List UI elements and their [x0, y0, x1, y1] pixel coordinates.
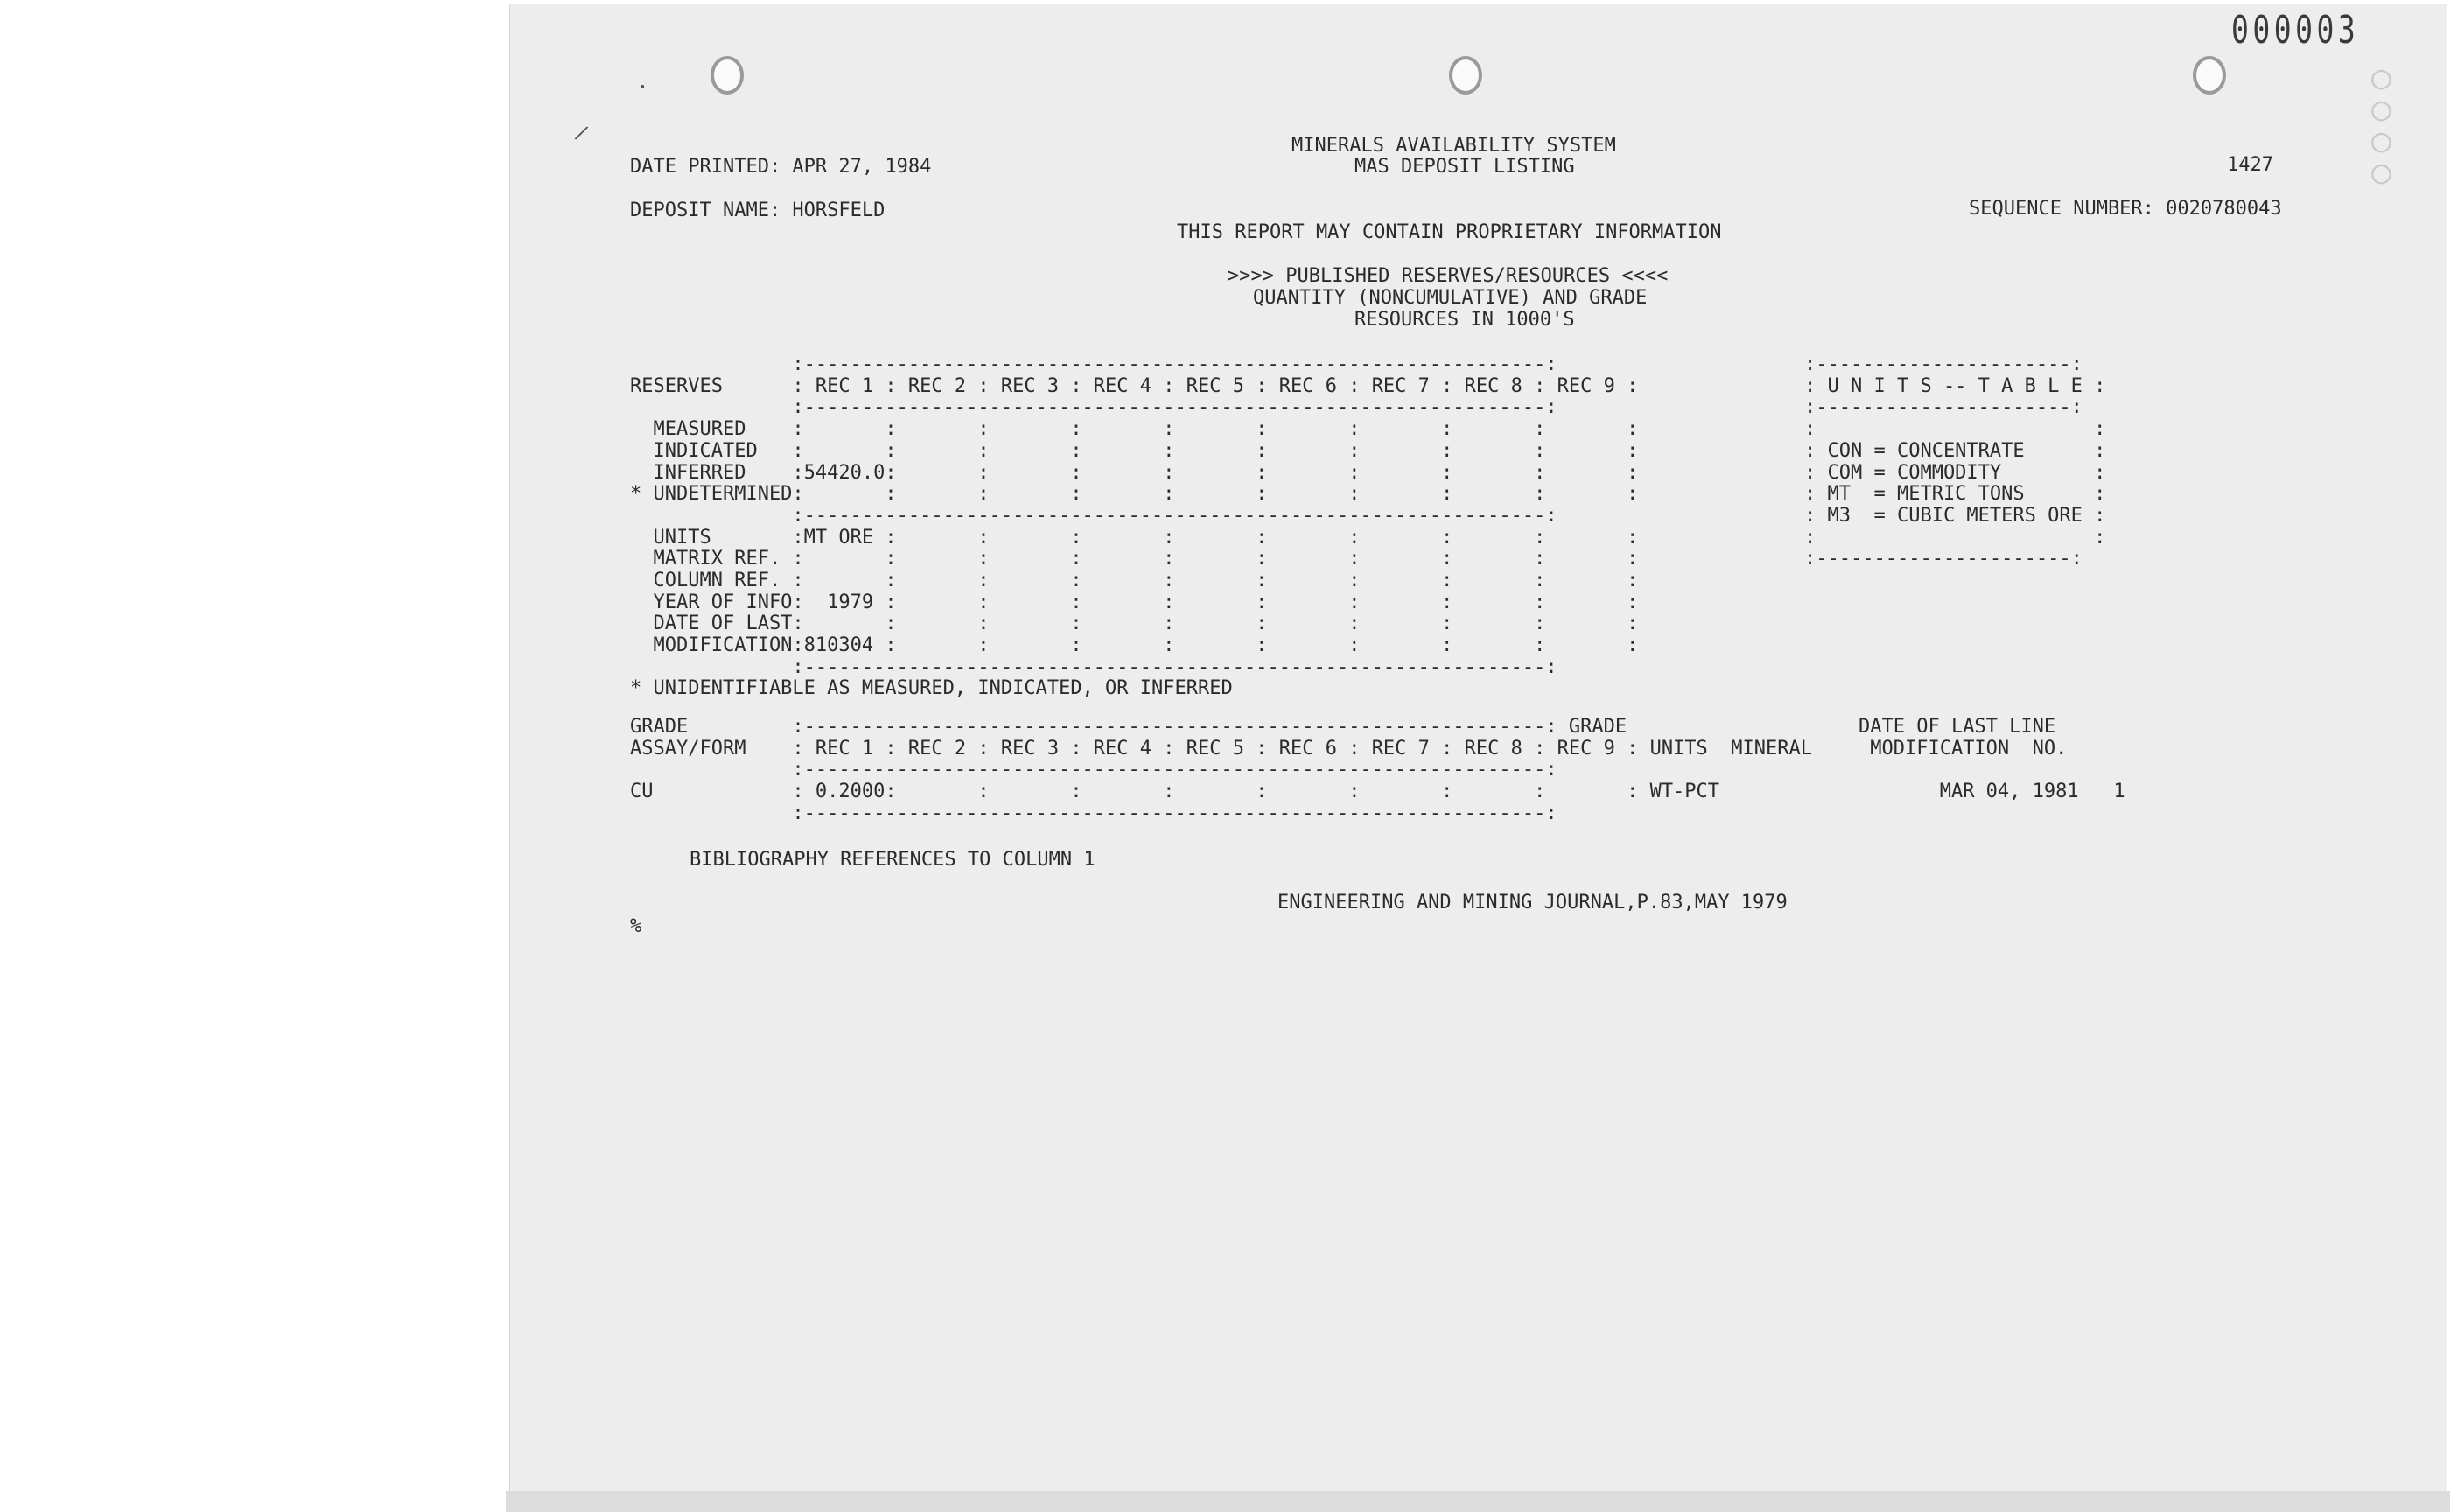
reserves-row: RESERVES : REC 1 : REC 2 : REC 3 : REC 4 : REC 5 : REC 6 : REC 7 : REC 8 : REC 9 : [630, 374, 1639, 397]
reserves-row: DATE OF LAST: : : : : : : : : : [630, 612, 1639, 635]
reserves-row: :----------------------------------------------------------------: [630, 354, 1558, 375]
bibliography-heading: BIBLIOGRAPHY REFERENCES TO COLUMN 1 [690, 849, 1096, 871]
quantity-heading: QUANTITY (NONCUMULATIVE) AND GRADE [1253, 287, 1648, 309]
reserves-row: :----------------------------------------------------------------: [630, 655, 1558, 678]
page-number: 1427 [2227, 154, 2273, 176]
paper-shadow [506, 1491, 2450, 1512]
reserves-row: MEASURED : : : : : : : : : : [630, 418, 1639, 441]
proprietary-notice: THIS REPORT MAY CONTAIN PROPRIETARY INFORMATION [1177, 221, 1722, 243]
reserves-row: INDICATED : : : : : : : : : : [630, 439, 1639, 462]
published-heading: >>>> PUBLISHED RESERVES/RESOURCES <<<< [1228, 265, 1669, 287]
units-row: : COM = COMMODITY : [1804, 461, 2106, 484]
reserves-row: INFERRED :54420.0: : : : : : : : : [630, 461, 1639, 484]
units-row: : M3 = CUBIC METERS ORE : [1804, 504, 2106, 527]
reserves-row: :----------------------------------------------------------------: [630, 396, 1558, 419]
grade-row: :----------------------------------------------------------------: [630, 759, 1558, 781]
units-row: : : [1804, 526, 2106, 549]
sequence-number: SEQUENCE NUMBER: 0020780043 [1969, 198, 2282, 220]
listing-title: MAS DEPOSIT LISTING [1354, 156, 1575, 178]
units-row: :----------------------: [1804, 548, 2082, 570]
reserves-row: MODIFICATION:810304 : : : : : : : : : [630, 634, 1639, 657]
reserves-row: YEAR OF INFO: 1979 : : : : : : : : : [630, 591, 1639, 613]
end-mark: % [630, 915, 642, 937]
units-row: : : [1804, 418, 2106, 441]
units-row: : MT = METRIC TONS : [1804, 483, 2106, 506]
reserves-row: COLUMN REF. : : : : : : : : : : [630, 570, 1639, 592]
document-stamp: 000003 [2231, 8, 2360, 52]
units-row: :----------------------: [1804, 396, 2082, 419]
reserves-row: :----------------------------------------------------------------: [630, 504, 1558, 527]
speck: • [639, 80, 647, 94]
stamp-bleed-through: ○○○○ [2371, 58, 2391, 191]
units-row: : U N I T S -- T A B L E : [1804, 374, 2106, 397]
reserves-row: * UNDETERMINED: : : : : : : : : : [630, 483, 1639, 506]
grade-row: ASSAY/FORM : REC 1 : REC 2 : REC 3 : REC 4 : REC 5 : REC 6 : REC 7 : REC 8 : REC 9 : UNITS MINERAL MODIFICATION NO. [630, 737, 2068, 760]
pen-mark: / [572, 121, 592, 146]
punch-hole [1449, 56, 1482, 94]
date-printed: DATE PRINTED: APR 27, 1984 [630, 156, 932, 178]
punch-hole [710, 56, 744, 94]
grade-row: :----------------------------------------------------------------: [630, 802, 1558, 824]
bibliography-reference: ENGINEERING AND MINING JOURNAL,P.83,MAY 1979 [1278, 892, 1788, 914]
system-title: MINERALS AVAILABILITY SYSTEM [1292, 135, 1616, 157]
units-row: :----------------------: [1804, 354, 2082, 375]
punch-hole [2193, 56, 2226, 94]
grade-row: GRADE :----------------------------------------------------------------: GRADE DATE OF LAST LINE [630, 716, 2056, 738]
footnote: * UNIDENTIFIABLE AS MEASURED, INDICATED, OR INFERRED [630, 677, 1233, 699]
resources-heading: RESOURCES IN 1000'S [1354, 309, 1575, 331]
units-row: : CON = CONCENTRATE : [1804, 439, 2106, 462]
reserves-row: UNITS :MT ORE : : : : : : : : : [630, 526, 1639, 549]
grade-row: CU : 0.2000: : : : : : : : : WT-PCT MAR 04, 1981 1 [630, 780, 2125, 803]
reserves-row: MATRIX REF. : : : : : : : : : : [630, 548, 1639, 570]
deposit-name: DEPOSIT NAME: HORSFELD [630, 200, 886, 221]
